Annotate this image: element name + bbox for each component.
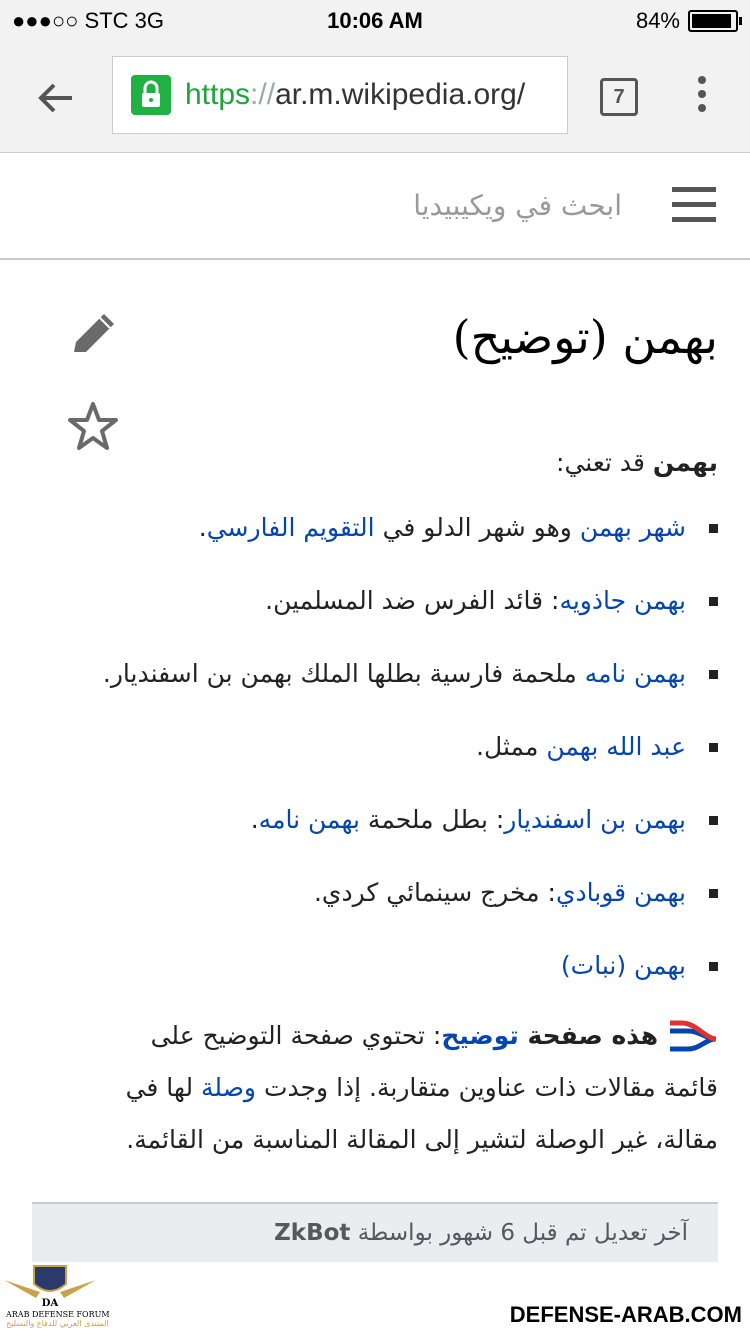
intro-line [32, 448, 718, 477]
item-text: : بطل ملحمة [359, 805, 505, 834]
status-bar [0, 0, 750, 40]
hamburger-menu-icon[interactable] [672, 187, 716, 223]
watermark: DEFENSE-ARAB.COM [509, 1302, 742, 1327]
item-link[interactable]: بهمن نامه [584, 659, 686, 688]
url-text [185, 78, 525, 112]
intro-bold: بهمن [652, 448, 718, 477]
list-item [28, 510, 718, 546]
list-item [28, 948, 718, 984]
item-link[interactable]: شهر بهمن [579, 513, 686, 542]
url-separator: :// [250, 78, 276, 111]
overflow-menu-icon[interactable] [690, 76, 714, 116]
notice-bold-prefix: هذه صفحة [518, 1021, 659, 1050]
item-text: : مخرج سينمائي كردي. [313, 878, 556, 907]
disambiguation-arrows-icon [666, 1017, 718, 1057]
edit-pencil-icon[interactable] [66, 308, 120, 362]
item-tail: . [250, 805, 259, 834]
forum-name [6, 1310, 110, 1328]
url-scheme: https [185, 78, 251, 111]
notice-line-2 [28, 1062, 718, 1114]
forum-name-en: ARAB DEFENSE FORUM [6, 1310, 110, 1319]
item-text: ملحمة فارسية بطلها الملك بهمن بن اسفنديار. [102, 659, 585, 688]
forum-name-ar: المنتدى العربي للدفاع والتسليح [6, 1319, 109, 1328]
last-modified-text: آخر تعديل تم قبل 6 شهور بواسطة [350, 1220, 688, 1246]
address-bar[interactable] [112, 56, 568, 134]
battery-status [636, 8, 738, 34]
disambiguation-notice [28, 1010, 718, 1166]
last-modified-bar[interactable] [32, 1202, 718, 1262]
carrier-signal: ●●●○○ STC 3G [12, 8, 165, 33]
wiki-header [0, 153, 750, 260]
last-modified-user[interactable]: ZkBot [274, 1220, 351, 1246]
watch-star-icon[interactable] [66, 400, 120, 454]
item-link[interactable]: بهمن (نبات) [560, 951, 686, 980]
list-item [28, 656, 718, 692]
item-text: وهو شهر الدلو في [374, 513, 580, 542]
page-title: بهمن (توضيح) [452, 310, 718, 364]
notice-line-3: مقالة، غير الوصلة لتشير إلى المقالة المناسبة من القائمة. [126, 1125, 718, 1154]
item-link[interactable]: بهمن بن اسفنديار [504, 805, 686, 834]
lock-icon [131, 75, 171, 115]
battery-icon [688, 10, 738, 32]
item-link[interactable]: بهمن جاذويه [559, 586, 686, 615]
back-arrow-icon[interactable] [34, 76, 78, 120]
battery-fill [692, 14, 731, 28]
list-item [28, 583, 718, 619]
item-text: : قائد الفرس ضد المسلمين. [265, 586, 560, 615]
notice-line-1 [28, 1010, 718, 1062]
logo-letters: DA [41, 1298, 59, 1309]
item-link-secondary[interactable]: بهمن نامه [258, 805, 360, 834]
list-item [28, 729, 718, 765]
notice-line2-a: قائمة مقالات ذات عناوين متقاربة. إذا وجدت [256, 1073, 718, 1102]
browser-toolbar [0, 40, 750, 153]
clock: 10:06 AM [327, 8, 423, 33]
url-host: ar.m.wikipedia.org/ [275, 78, 526, 111]
notice-line1-rest: : تحتوي صفحة التوضيح على [150, 1021, 442, 1050]
list-item [28, 802, 718, 838]
battery-percent: 84% [635, 8, 680, 33]
intro-rest: قد تعني: [556, 448, 653, 477]
item-link[interactable]: بهمن قوبادي [555, 878, 686, 907]
disambiguation-list [28, 510, 718, 1021]
disambiguation-link[interactable]: توضيح [441, 1021, 519, 1050]
item-tail: . [198, 513, 207, 542]
item-link-secondary[interactable]: التقويم الفارسي [206, 513, 375, 542]
link-link[interactable]: وصلة [201, 1073, 256, 1102]
search-input[interactable]: ابحث في ويكيبيديا [413, 189, 622, 222]
tab-switcher-button[interactable]: 7 [600, 78, 638, 116]
list-item [28, 875, 718, 911]
item-link[interactable]: عبد الله بهمن [546, 732, 686, 761]
notice-line2-b: لها في [125, 1073, 202, 1102]
item-text: ممثل. [476, 732, 547, 761]
